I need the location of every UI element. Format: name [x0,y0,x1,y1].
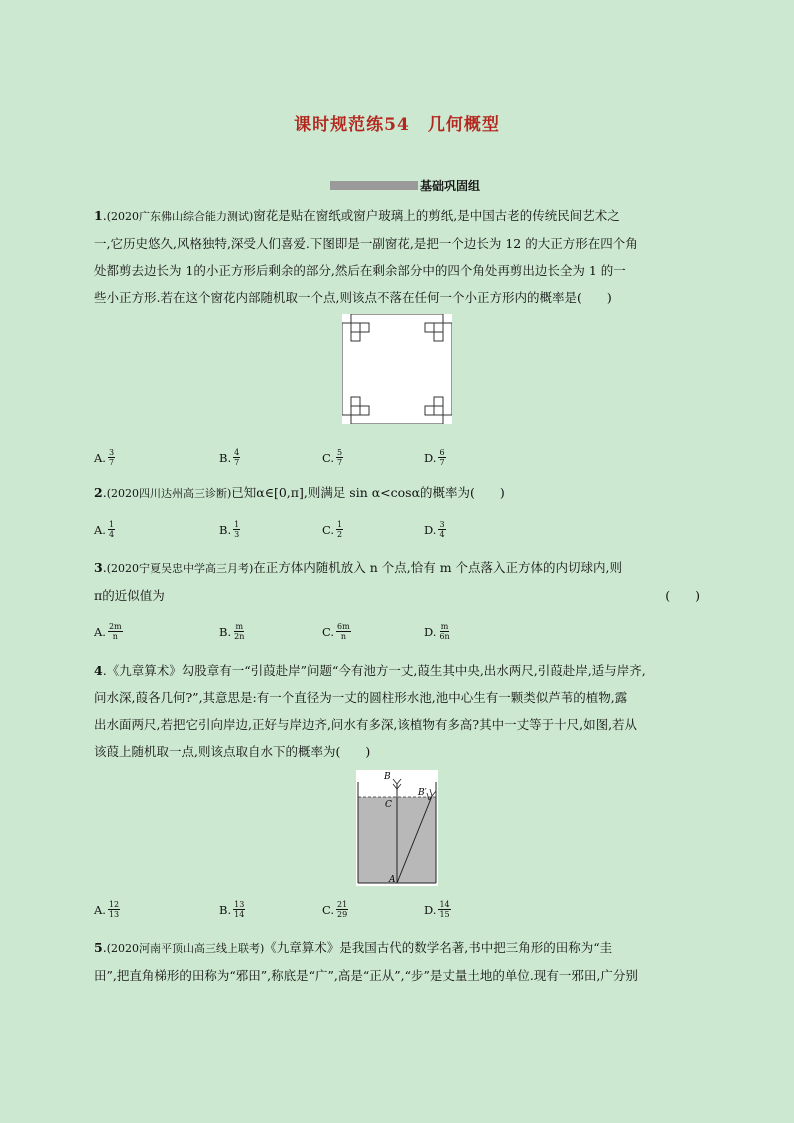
question-1 [94,202,700,311]
option-a[interactable]: A. $\frac{12}{13}$ [94,900,120,919]
question-2: 2.(2020四川达州高三诊断)已知α∈[0,π],则满足 sin α<cosα的概率为( ) [94,485,505,500]
question-source: (2020四川达州高三诊断) [106,487,232,500]
option-b[interactable]: B. $\frac{4}{7}$ [219,448,240,467]
label-a: A [389,875,396,885]
question-text: 已知α∈[0,π],则满足 sin α<cosα的概率为( ) [231,485,505,500]
option-d[interactable]: D. $\frac{3}{4}$ [424,520,445,539]
page-title: 课时规范练54 几何概型 [294,115,500,135]
question-source: (2020河南平顶山高三线上联考) [106,942,265,955]
question-source: (2020广东佛山综合能力测试) [106,210,254,223]
option-a[interactable]: A. $\frac{3}{7}$ [94,448,115,467]
answer-paren: ( ) [665,588,700,603]
option-d[interactable]: D. $\frac{m}{6n}$ [424,622,450,641]
label-c: C [385,800,392,810]
question-1-line-3: 处都剪去边长为 1的小正方形后剩余的部分,然后在剩余部分中的四个角处再剪出边长全为 1 的一 [94,263,626,278]
question-number: 4 [94,663,103,678]
option-a[interactable]: A. $\frac{2m}{n}$ [94,622,122,641]
question-number: 3 [94,560,103,575]
question-number: 5 [94,940,103,955]
section-label: 基础巩固组 [420,178,481,193]
option-c[interactable]: C. $\frac{21}{29}$ [322,900,348,919]
question-5: 5.(2020河南平顶山高三线上联考)《九章算术》是我国古代的数学名著,书中把三角形的田称为“圭 田”,把直角梯形的田称为“邪田”,称底是“广”,高是“正从”,“步”是丈量土地的单位.现有一邪田,广分别 [94,940,638,983]
section-header [330,178,480,192]
question-text: 《九章算术》是我国古代的数学名著,书中把三角形的田称为“圭 [264,940,613,955]
question-1-line-2: 一,它历史悠久,风格独特,深受人们喜爱.下图即是一副窗花,是把一个边长为 12 的大正方形在四个角 [94,236,638,251]
question-3: 3.(2020宁夏吴忠中学高三月考)在正方体内随机放入 n 个点,恰有 m 个点落入正方体的内切球内,则 π的近似值为 ( ) [94,554,700,609]
option-b[interactable]: B. $\frac{13}{14}$ [219,900,245,919]
question-1-line-4: 些小正方形.若在这个窗花内部随机取一个点,则该点不落在任何一个小正方形内的概率是( ) [94,290,612,305]
option-d[interactable]: D. $\frac{6}{7}$ [424,448,445,467]
question-4: 4.《九章算术》勾股章有一“引葭赴岸”问题“今有池方一丈,葭生其中央,出水两尺,引葭赴岸,适与岸齐, 问水深,葭各几何?”,其意思是:有一个直径为一丈的圆柱形水池,池中心生有一颗类似芦苇的植物,露 出水面两尺,若把它引向岸边,正好与岸边齐,问水有多深,该植物有多高?其中一丈等于十尺,如图,若从 该葭上随机取一点,则该点取自水下的概率为( ) [94,663,646,759]
question-number: 2 [94,485,103,500]
option-b[interactable]: B. $\frac{m}{2n}$ [219,622,245,641]
pond-reed-figure [356,770,438,886]
question-text: 《九章算术》勾股章有一“引葭赴岸”问题“今有池方一丈,葭生其中央,出水两尺,引葭赴岸,适与岸齐, [106,663,646,678]
question-text: 窗花是贴在窗纸或窗户玻璃上的剪纸,是中国古老的传统民间艺术之 [253,208,620,223]
question-text: 在正方体内随机放入 n 个点,恰有 m 个点落入正方体的内切球内,则 [253,560,623,575]
option-d[interactable]: D. $\frac{14}{15}$ [424,900,450,919]
question-1-line-1: 1.(2020广东佛山综合能力测试)窗花是贴在窗纸或窗户玻璃上的剪纸,是中国古老的传统民间艺术之 [94,208,620,223]
option-c[interactable]: C. $\frac{6m}{n}$ [322,622,350,641]
question-source: (2020宁夏吴忠中学高三月考) [106,562,254,575]
option-c[interactable]: C. $\frac{5}{7}$ [322,448,343,467]
window-flower-figure [342,314,452,424]
option-c[interactable]: C. $\frac{1}{2}$ [322,520,343,539]
question-number: 1 [94,208,103,223]
question-text-2: π的近似值为 [94,588,165,603]
label-b-prime: B′ [418,788,427,798]
option-a[interactable]: A. $\frac{1}{4}$ [94,520,115,539]
option-b[interactable]: B. $\frac{1}{3}$ [219,520,240,539]
section-bar [330,181,418,190]
label-b: B [384,772,391,782]
